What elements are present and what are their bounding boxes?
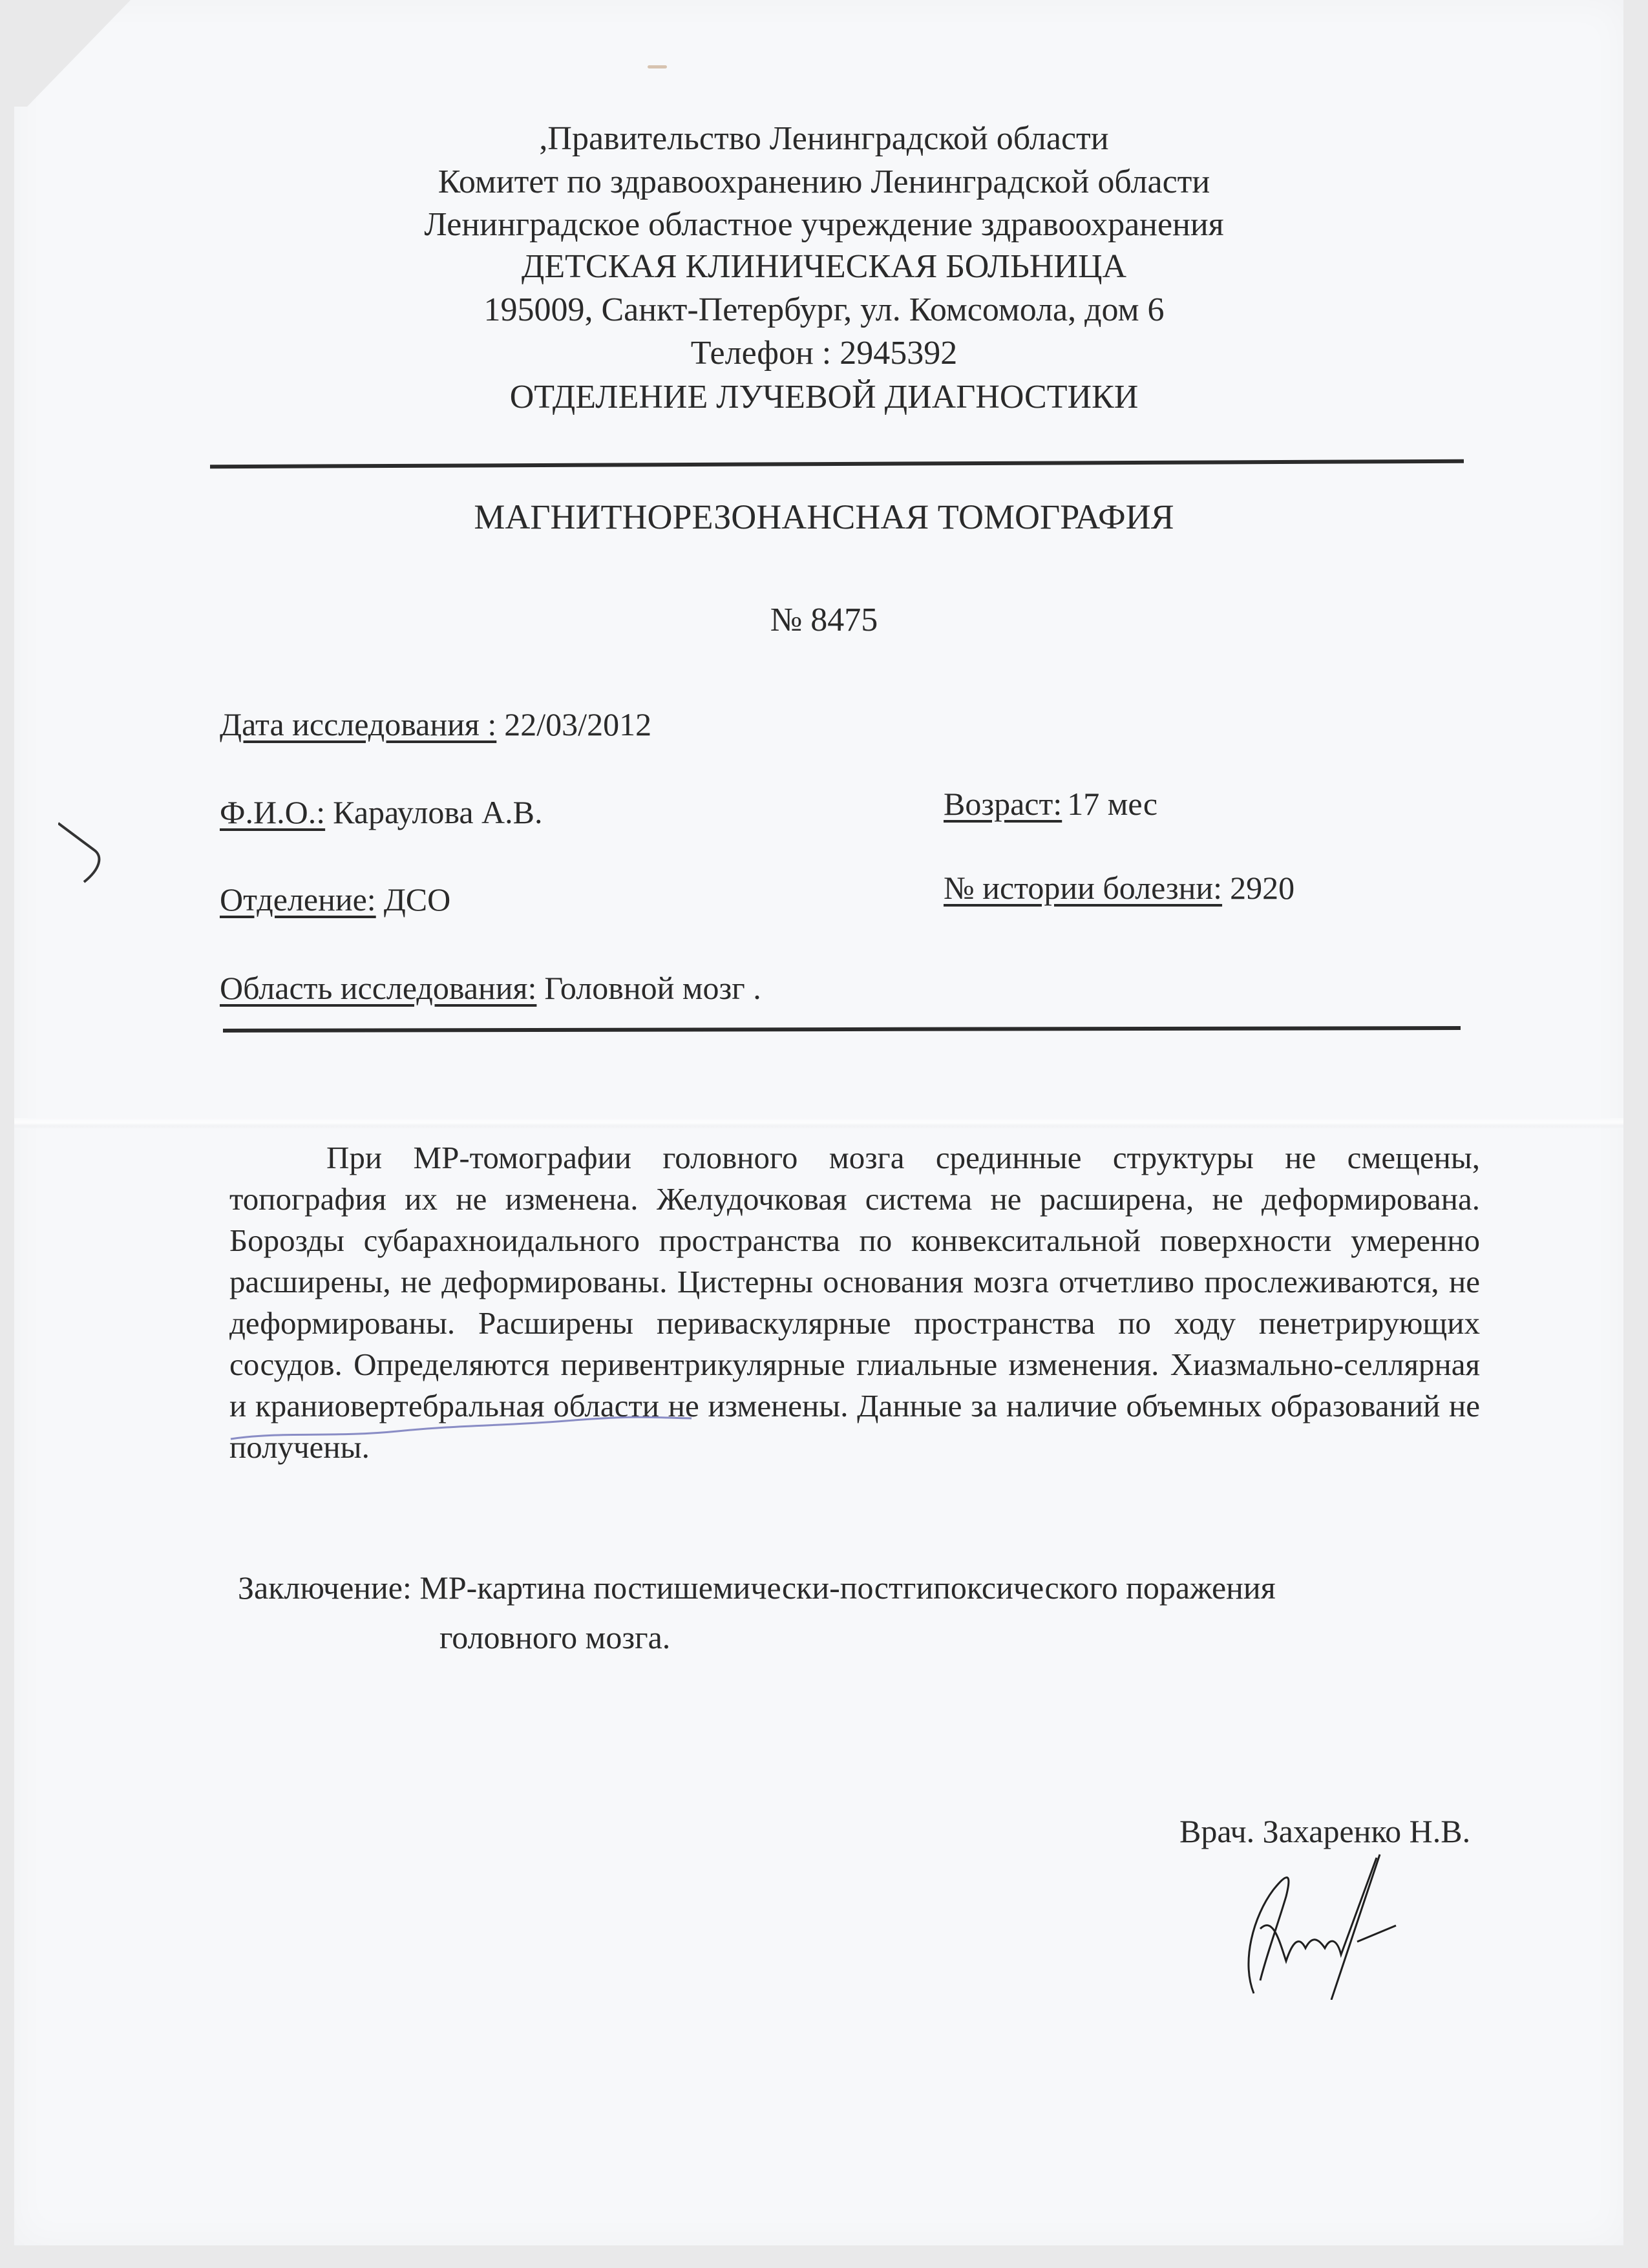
department-value: ДСО	[383, 881, 451, 918]
conclusion-label: Заключение:	[238, 1570, 412, 1606]
department-label: Отделение:	[220, 881, 376, 918]
name-value: Караулова А.В.	[333, 794, 543, 830]
area-value: Головной мозг .	[544, 970, 761, 1006]
area-field	[220, 969, 761, 1007]
department-field	[220, 881, 450, 918]
staple-mark	[648, 65, 667, 68]
history-label: № истории болезни:	[944, 870, 1223, 906]
header-phone: Телефон : 2945392	[690, 335, 958, 372]
name-field	[220, 793, 543, 831]
age-label: Возраст:	[944, 786, 1062, 822]
age-value: 17 мес	[1067, 786, 1158, 822]
date-field	[220, 706, 651, 743]
conclusion-text-1: МР-картина постишемически-постгипоксического поражения	[419, 1570, 1276, 1606]
date-label: Дата исследования :	[220, 706, 497, 742]
document-number: № 8475	[770, 602, 878, 638]
history-field	[944, 869, 1294, 907]
findings-text: При МР-томографии головного мозга срединные структуры не смещены, топография их не изменена. Желудочковая система не расширена, не деформирована. Борозды субарахноидального пространства по конвекситальной поверхности умеренно расширены, не деформированы. Цистерны основания мозга отчетливо прослеживаются, не деформированы. Расширены периваскулярные пространства по ходу пенетрирующих сосудов. Определяются перивентрикулярные глиальные изменения. Хиазмально-селлярная и краниовертебральная области не изменены. Данные за наличие объемных образований не получены.	[229, 1140, 1480, 1465]
margin-pen-mark	[58, 821, 116, 885]
header-committee: Комитет по здравоохранению Ленинградской области	[438, 163, 1210, 200]
conclusion-text-2: головного мозга.	[439, 1619, 671, 1655]
area-label: Область исследования:	[220, 970, 537, 1006]
header-department: ОТДЕЛЕНИЕ ЛУЧЕВОЙ ДИАГНОСТИКИ	[509, 379, 1139, 415]
header-government: ,Правительство Ленинградской области	[539, 120, 1109, 157]
header-hospital: ДЕТСКАЯ КЛИНИЧЕСКАЯ БОЛЬНИЦА	[521, 248, 1127, 285]
header-address: 195009, Санкт-Петербург, ул. Комсомола, дом 6	[483, 291, 1165, 328]
header-institution: Ленинградское областное учреждение здравоохранения	[424, 206, 1224, 243]
document-title: МАГНИТНОРЕЗОНАНСНАЯ ТОМОГРАФИЯ	[474, 498, 1174, 536]
name-label: Ф.И.О.:	[220, 794, 326, 830]
age-field	[944, 785, 1157, 823]
conclusion-line-1	[238, 1569, 1276, 1606]
signature-handwritten	[1215, 1845, 1409, 2000]
history-value: 2920	[1230, 870, 1295, 906]
doctor-name: Врач. Захаренко Н.В.	[1179, 1813, 1471, 1849]
date-value: 22/03/2012	[504, 706, 652, 742]
pen-underline-mark	[229, 1412, 695, 1444]
